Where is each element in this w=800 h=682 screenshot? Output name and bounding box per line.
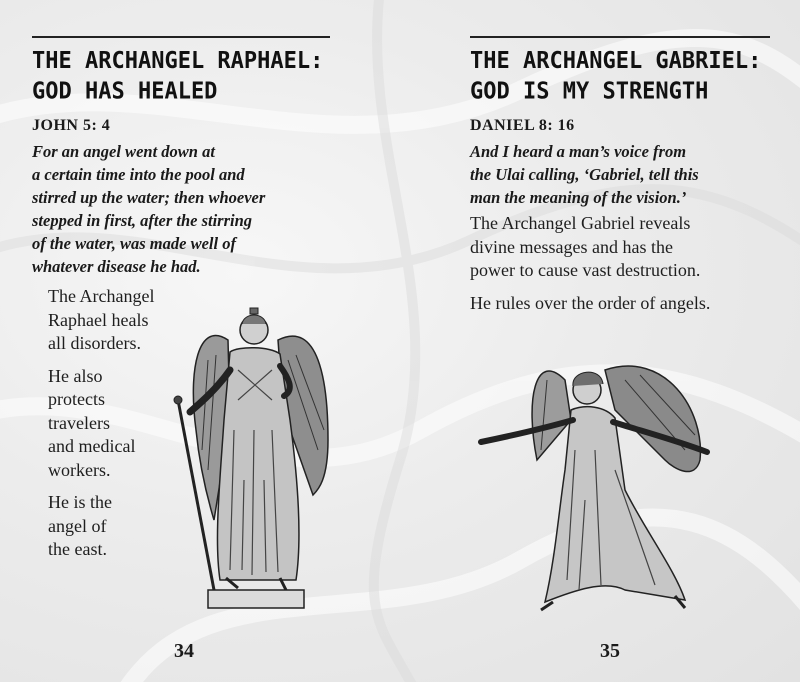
page-number: 35 [600,640,620,662]
scripture-reference: DANIEL 8: 16 [470,117,575,134]
paragraph: The Archangel Raphael heals all disorders. [48,286,155,353]
page-number: 34 [174,640,194,662]
top-rule [32,36,330,38]
paragraph: The Archangel Gabriel reveals divine messages and has the power to cause vast destruction. [470,213,701,280]
body-text [48,285,178,571]
scripture-reference: JOHN 5: 4 [32,117,111,134]
top-rule [470,36,770,38]
body-text [470,212,790,324]
scripture-verse: For an angel went down at a certain time into the pool and stirred up the water; then whoever stepped in first, after the stirring of the water, was made well of whatever disease he had. [32,142,266,276]
page-title: THE ARCHANGEL GABRIEL: GOD IS MY STRENGTH [470,48,762,105]
scripture-verse: And I heard a man’s voice from the Ulai calling, ‘Gabriel, tell this man the meaning of the vision.’ [470,142,699,207]
paragraph: He rules over the order of angels. [470,292,711,313]
paragraph: He is the angel of the east. [48,492,112,559]
raphael-statue-icon [168,300,338,620]
page-title: THE ARCHANGEL RAPHAEL: GOD HAS HEALED [32,48,324,105]
paragraph: He also protects travelers and medical workers. [48,365,136,480]
right-page [400,0,800,682]
gabriel-flying-icon [475,340,725,620]
